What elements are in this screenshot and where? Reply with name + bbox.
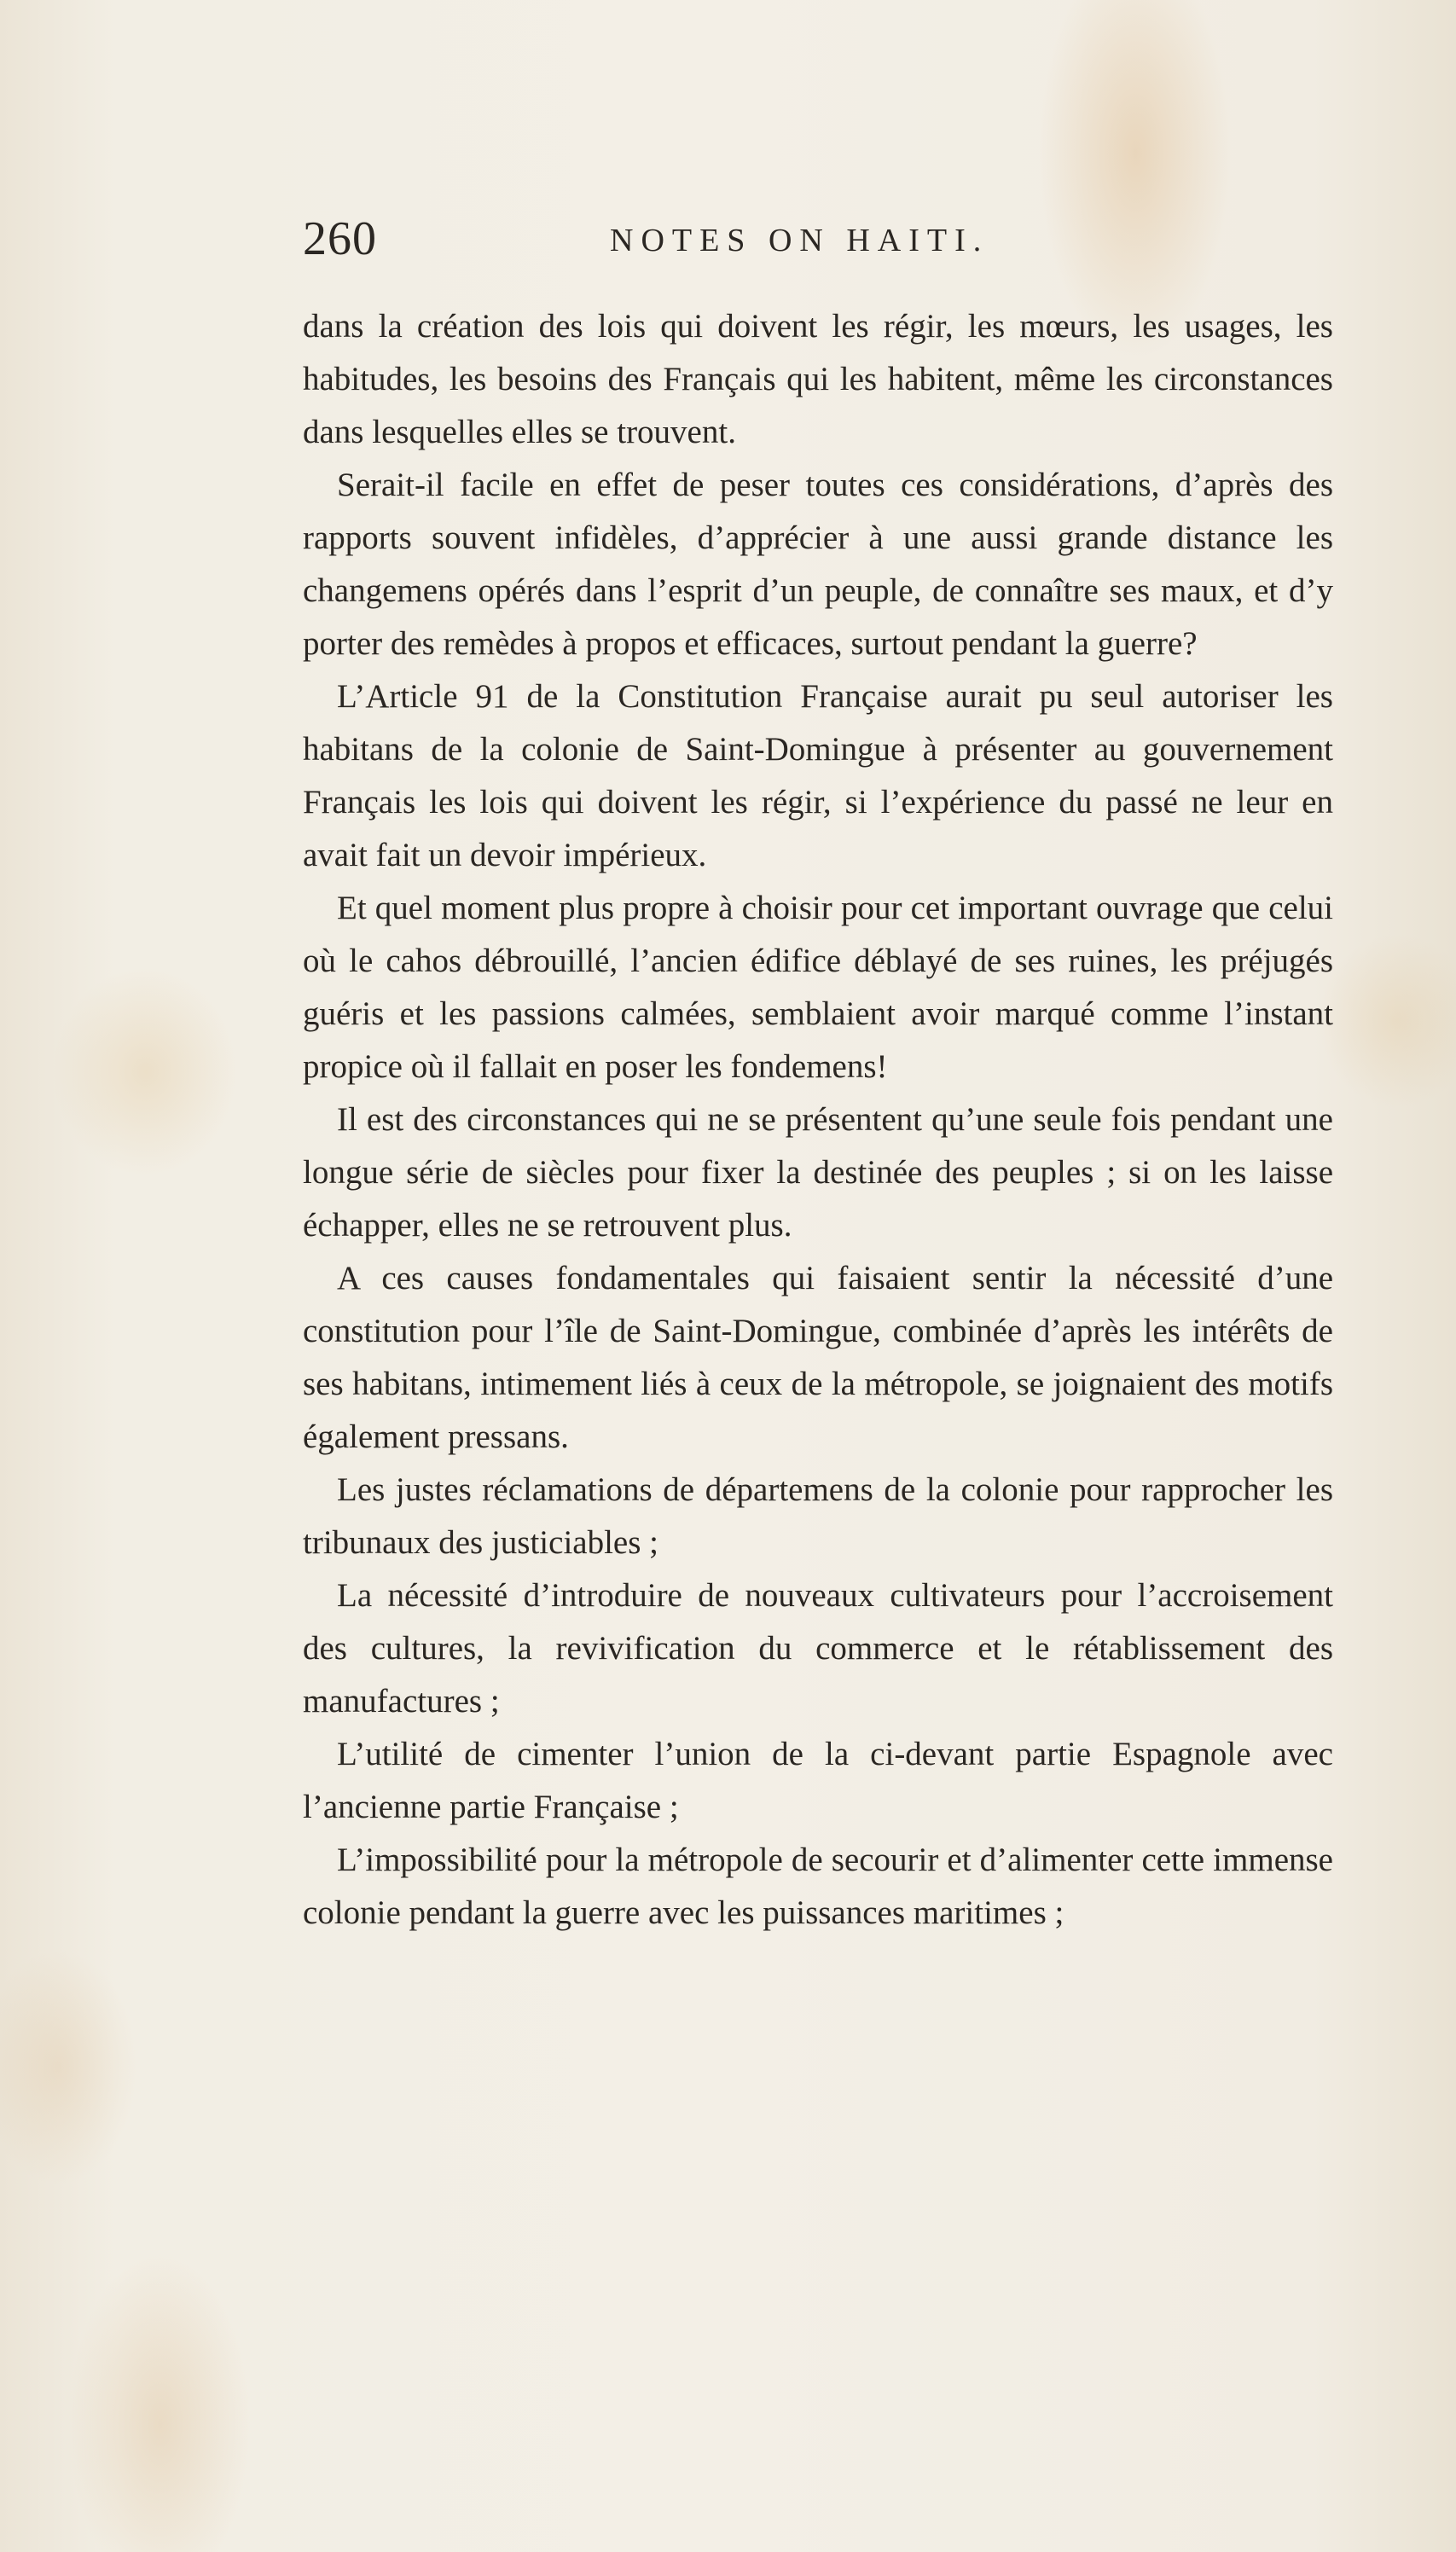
- paragraph: L’Article 91 de la Constitution Française aurait pu seul autoriser les habitans de la colonie de Saint-Domingue à présenter au gouvernement Français les lois qui doivent les régir, si l’expérience du passé ne leur en avait fait un devoir impérieux.: [303, 678, 1333, 873]
- paragraph: Il est des circonstances qui ne se présentent qu’une seule fois pendant une longue série de siècles pour fixer la destinée des peuples ; si on les laisse échapper, elles ne se retrouvent plus.: [303, 1101, 1333, 1244]
- paragraph: L’utilité de cimenter l’union de la ci-devant partie Espagnole avec l’ancienne partie Française ;: [303, 1736, 1333, 1825]
- paragraph: L’impossibilité pour la métropole de secourir et d’alimenter cette immense colonie pendant la guerre avec les puissances maritimes ;: [303, 1842, 1333, 1931]
- paragraph: Les justes réclamations de départemens de la colonie pour rapprocher les tribunaux des justiciables ;: [303, 1471, 1333, 1561]
- paragraph-continuation: dans la création des lois qui doivent les régir, les mœurs, les usages, les habitudes, les besoins des Français qui les habitent, même les circonstances dans lesquelles elles se trouvent.: [303, 308, 1333, 450]
- running-title: NOTES ON HAITI.: [610, 223, 989, 258]
- page-header: [303, 205, 1053, 273]
- paragraph: La nécessité d’introduire de nouveaux cultivateurs pour l’accroisement des cultures, la revivification du commerce et le rétablissement des manufactures ;: [303, 1577, 1333, 1720]
- paragraph: A ces causes fondamentales qui faisaient sentir la nécessité d’une constitution pour l’île de Saint-Domingue, combinée d’après les intérêts de ses habitans, intimement liés à ceux de la métropole, se joignaient des motifs également pressans.: [303, 1260, 1333, 1455]
- page-number: 260: [303, 212, 377, 265]
- paragraph: Et quel moment plus propre à choisir pour cet important ouvrage que celui où le cahos débrouillé, l’ancien édifice déblayé de ses ruines, les préjugés guéris et les passions calmées, semblaient avoir marqué comme l’instant propice où il fallait en poser les fondemens!: [303, 890, 1333, 1085]
- paragraph: Serait-il facile en effet de peser toutes ces considérations, d’après des rapports souvent infidèles, d’apprécier à une aussi grande distance les changemens opérés dans l’esprit d’un peuple, de connaître ses maux, et d’y porter des remèdes à propos et efficaces, surtout pendant la guerre?: [303, 467, 1333, 662]
- body-text: [303, 300, 1333, 1940]
